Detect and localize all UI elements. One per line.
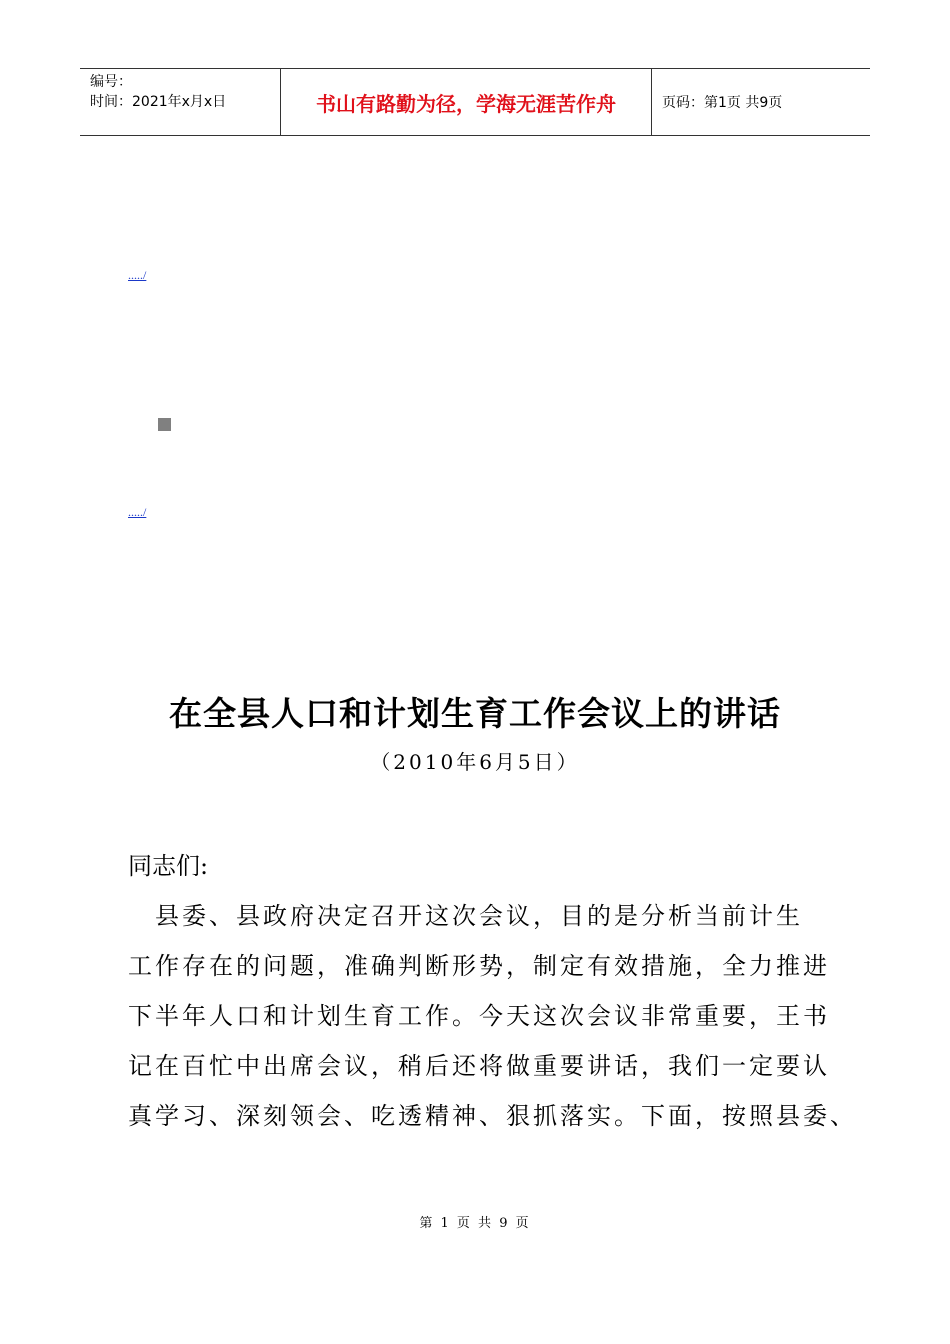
greeting: 同志们: xyxy=(128,852,209,880)
body-line-2: 工作存在的问题，准确判断形势，制定有效措施，全力推进 xyxy=(128,952,830,980)
square-bullet-icon xyxy=(158,418,171,431)
header-meta-cell xyxy=(80,69,280,135)
body-line-3: 下半年人口和计划生育工作。今天这次会议非常重要，王书 xyxy=(128,1002,830,1030)
page-header xyxy=(80,68,870,136)
page-info-cell xyxy=(652,69,870,135)
page-info-text: 页码：第1页 共9页 xyxy=(662,95,783,111)
link-1[interactable]: ...../ xyxy=(128,268,147,282)
document-title: 在全县人口和计划生育工作会议上的讲话 xyxy=(169,694,781,733)
motto-text: 书山有路勤为径，学海无涯苦作舟 xyxy=(316,91,616,116)
body-line-5: 真学习、深刻领会、吃透精神、狠抓落实。下面，按照县委、 xyxy=(128,1102,857,1130)
time-label: 时间：2021年x月x日 xyxy=(90,94,227,110)
link-2[interactable]: ...../ xyxy=(128,505,147,519)
number-label: 编号： xyxy=(90,74,132,90)
body-line-1: 县委、县政府决定召开这次会议，目的是分析当前计生 xyxy=(128,902,803,930)
motto-cell xyxy=(280,69,652,135)
document-date: （2010年6月5日） xyxy=(370,750,580,774)
body-line-4: 记在百忙中出席会议，稍后还将做重要讲话，我们一定要认 xyxy=(128,1052,830,1080)
page-footer: 第 1 页 共 9 页 xyxy=(419,1216,531,1231)
